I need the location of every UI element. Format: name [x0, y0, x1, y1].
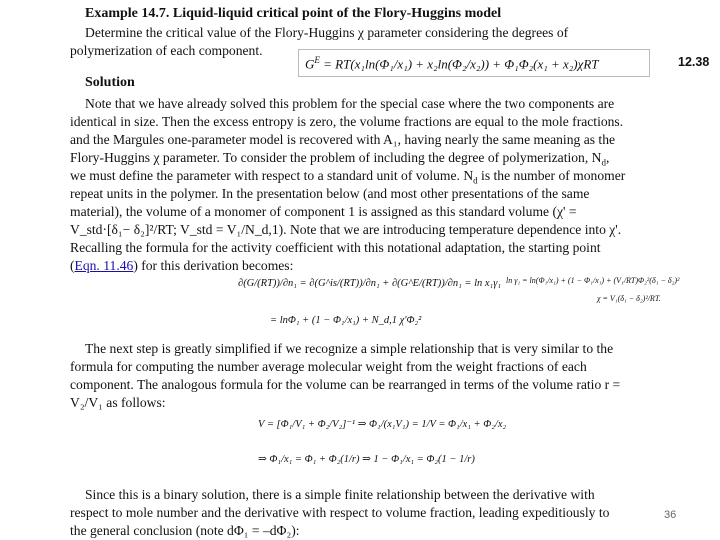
solution-line-4-text: Flory-Huggins χ parameter. To consider the problem of including the degree of polymerization, N [70, 150, 602, 165]
solution-line-1: Note that we have already solved this problem for the special case where the two components are [85, 96, 615, 111]
para2-line-1: The next step is greatly simplified if we recognize a simple relationship that is very similar to the [85, 341, 614, 356]
para2-line-2: formula for computing the number average molecular weight from the weight fractions of each [70, 359, 587, 374]
para3-line-3: the general conclusion (note dΦ₁ = –dΦ₂): [70, 523, 300, 538]
line-5-end: is the number of monomer [477, 168, 626, 183]
solution-line-5-text: we must define the parameter with respect to a standard unit of volume. N [70, 168, 474, 183]
para2-line-4: V₂/V₁ as follows: [70, 395, 166, 410]
equation-number: 12.38 [678, 55, 710, 69]
line-10-rest: ) for this derivation becomes: [133, 258, 294, 273]
problem-statement-line-2: polymerization of each component. [70, 43, 263, 58]
solution-heading: Solution [85, 75, 135, 90]
equation-rhs: = RT(x₁ln(Φ₁/x₁) + x₂ln(Φ₂/x₂)) + Φ₁Φ₂(x₁ + x₂)χRT [319, 56, 599, 72]
para3-line-2: respect to mole number and the derivative with respect to volume fraction, leading expeditiously to [70, 505, 610, 520]
equation-lhs: G [305, 56, 315, 72]
problem-statement-line-1: Determine the critical value of the Flory-Huggins χ parameter considering the degrees of [85, 25, 569, 40]
solution-line-6: repeat units in the polymer. In the presentation below (and most other presentations of the same [70, 186, 590, 201]
side-equation-line-2: χ = V₁(δ₁ − δ₂)²/RT. [597, 294, 661, 303]
equation-12-38 [305, 55, 599, 72]
solution-line-9: Recalling the formula for the activity coefficient with this notational adaptation, the starting point [70, 240, 601, 255]
volume-equation-line-1: V = [Φ₁/V₁ + Φ₂/V₂]⁻¹ ⇒ Φ₁/(x₁V₁) = 1/V = Φ₁/x₁ + Φ₂/x₂ [258, 419, 507, 430]
equation-lhs-sup: E [314, 55, 320, 65]
solution-line-10 [70, 257, 293, 275]
solution-line-7: material), the volume of a monomer of component 1 is assigned as this standard volume (χ' = [70, 204, 577, 219]
example-title: Example 14.7. Liquid-liquid critical point of the Flory-Huggins model [85, 6, 502, 21]
eqn-11-46-link[interactable]: Eqn. 11.46 [74, 258, 134, 273]
line-5-subscript: d [473, 175, 478, 186]
solution-line-3: and the Margules one-parameter model is recovered with A₁, having nearly the same meaning as the [70, 132, 616, 147]
line-4-subscript: d [601, 157, 606, 168]
line-4-end: , [605, 150, 610, 165]
volume-equation-line-2: ⇒ Φ₁/x₁ = Φ₁ + Φ₂(1/r) ⇒ 1 − Φ₁/x₁ = Φ₂(1 − 1/r) [258, 454, 475, 465]
open-paren: ( [70, 258, 75, 273]
side-equation-line-1: ln γ₁ = ln(Φ₁/x₁) + (1 − Φ₁/x₁) + (V₁/RT)Φ₂²(δ₁ − δ₂)² [506, 276, 680, 285]
equation-box-12-38 [298, 49, 650, 77]
solution-line-8: V_std·[δ₁− δ₂]²/RT; V_std = V₁/N_d,1). Note that we are introducing temperature dependence into χ'. [70, 222, 622, 237]
para3-line-1: Since this is a binary solution, there is a simple finite relationship between the derivative with [85, 487, 595, 502]
derivative-equation-line-1: ∂(G/(RT))/∂n₁ = ∂(G^is/(RT))/∂n₁ + ∂(G^E/(RT))/∂n₁ = ln x₁γ₁ [238, 278, 501, 289]
page-number: 36 [664, 509, 677, 521]
derivative-equation-line-2: = lnΦ₁ + (1 − Φ₁/x₁) + N_d,1 χ'Φ₂² [270, 315, 422, 326]
para2-line-3: component. The analogous formula for the volume can be rearranged in terms of the volume ratio r = [70, 377, 621, 392]
solution-line-2: identical in size. Then the excess entropy is zero, the volume fractions are equal to the mole fractions. [70, 114, 624, 129]
